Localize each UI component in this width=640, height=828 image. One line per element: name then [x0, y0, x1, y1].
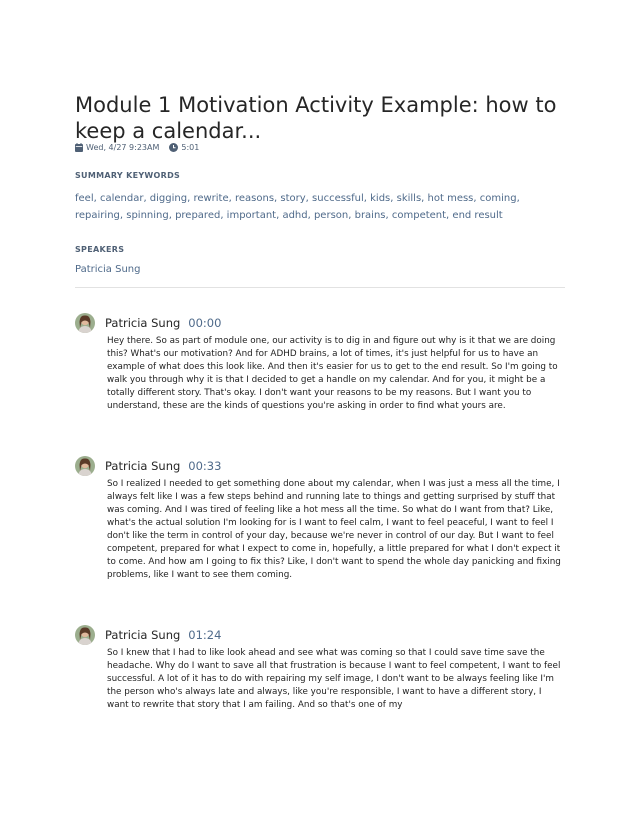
- timestamp-link[interactable]: 01:24: [188, 628, 222, 642]
- date-text: Wed, 4/27 9:23AM: [86, 143, 160, 152]
- meta-row: [75, 143, 209, 152]
- transcript-segment: [75, 455, 565, 582]
- speaker-name: Patricia Sung: [105, 316, 181, 330]
- speaker-name: Patricia Sung: [105, 628, 181, 642]
- segment-text: So I realized I needed to get something done about my calendar, when I was just a mess all the time, I always felt like I was a few steps behind and running late to things and getting surprised by stuff that was coming. And I was tired of feeling like a hot mess all the time. So what do I want from that? Like, what's the actual solution I'm looking for is I want to feel calm, I want to feel peaceful, I want to feel I don't like the term in control of your day, because we're never in control of our day. But I want to feel competent, prepared for what I expect to come in, hopefully, a little prepared for what I don't expect it to come. And how am I going to fix this? Like, I don't want to spend the whole day panicking and fixing problems, like I want to see them coming.: [107, 479, 561, 580]
- segment-header: [75, 312, 565, 334]
- transcript-segment: [75, 624, 565, 712]
- avatar: [75, 313, 95, 333]
- segment-text: Hey there. So as part of module one, our activity is to dig in and figure out why is it that we are doing this? What's our motivation? And for ADHD brains, a lot of times, it's just helpful for us to have an example of what does this look like. And then it's easier for us to get to the end result. So I'm going to walk you through why it is that I decided to get a handle on my calendar. And for you, it might be a totally different story. That's okay. I don't want your reasons to be my reasons. But I want you to understand, these are the kinds of questions you're asking in order to find what yours are.: [107, 336, 558, 411]
- speakers-label: SPEAKERS: [75, 245, 125, 254]
- section-divider: [75, 287, 565, 288]
- date-item: [75, 143, 159, 152]
- duration-item: [169, 143, 199, 152]
- calendar-icon: [75, 143, 83, 152]
- segment-text: So I knew that I had to like look ahead and see what was coming so that I could save time save the headache. Why do I want to save all that frustration is because I want to feel competent, I want to feel successful. A lot of it has to do with repairing my self image, I don't want to be always feeling like I'm the person who's always late and always, like you're responsible, I want to have a different story, I want to rewrite that story that I am failing. And so that's one of my: [107, 648, 561, 710]
- segment-header: [75, 624, 565, 646]
- timestamp-link[interactable]: 00:00: [188, 316, 222, 330]
- avatar: [75, 625, 95, 645]
- speaker-name: Patricia Sung: [105, 459, 181, 473]
- speaker-list: Patricia Sung: [75, 264, 141, 275]
- timestamp-link[interactable]: 00:33: [188, 459, 222, 473]
- summary-keywords: feel, calendar, digging, rewrite, reasons, story, successful, kids, skills, hot mess, coming, repairing, spinning, prepared, important, adhd, person, brains, competent, end result: [75, 193, 520, 221]
- summary-keywords-label: SUMMARY KEYWORDS: [75, 171, 181, 180]
- page-title: Module 1 Motivation Activity Example: how to keep a calendar...: [75, 93, 557, 143]
- transcript-segment: [75, 312, 565, 413]
- segment-header: [75, 455, 565, 477]
- avatar: [75, 456, 95, 476]
- duration-text: 5:01: [181, 143, 200, 152]
- clock-icon: [169, 143, 178, 152]
